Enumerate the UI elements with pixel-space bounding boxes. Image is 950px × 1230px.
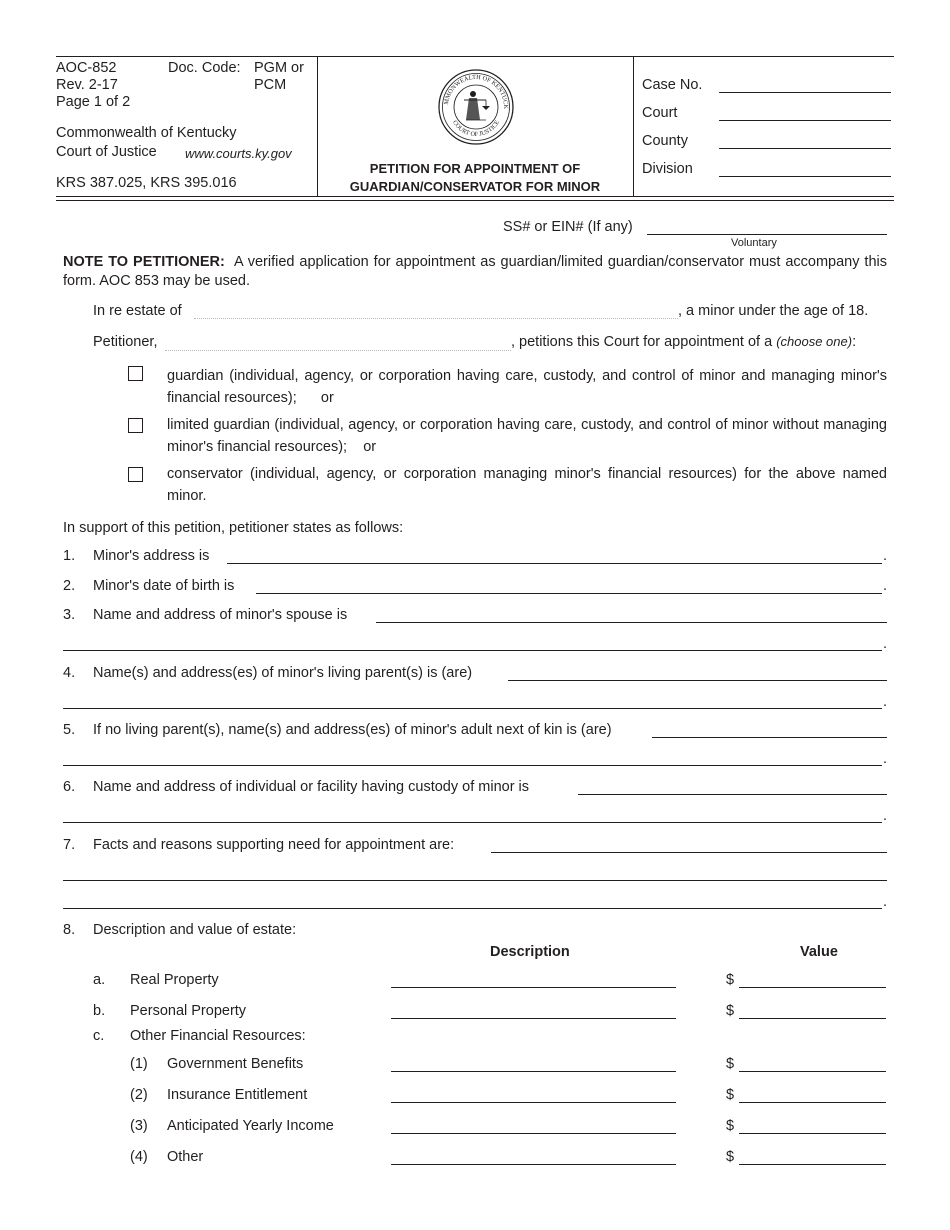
government-benefits-description-input[interactable] bbox=[391, 1055, 676, 1071]
next-of-kin-line bbox=[652, 737, 887, 738]
item-5-number: 5. bbox=[63, 722, 76, 738]
ss-ein-line bbox=[647, 234, 887, 235]
minor-spouse-line-2 bbox=[63, 650, 882, 651]
guardian-option-or: or bbox=[320, 390, 334, 406]
real-property-value-line bbox=[739, 987, 886, 988]
facts-reasons-line-2 bbox=[63, 880, 887, 881]
other-resources-value-line bbox=[739, 1164, 886, 1165]
item-5-period: . bbox=[883, 751, 888, 767]
estate-prefix: In re estate of bbox=[93, 303, 182, 319]
petitioner-suffix: , petitions this Court for appointment of a bbox=[511, 334, 773, 350]
yearly-income-description-line bbox=[391, 1133, 676, 1134]
facts-reasons-line bbox=[491, 852, 887, 853]
petitioner-name-input[interactable] bbox=[165, 333, 511, 350]
header-bottom-rule bbox=[56, 196, 894, 197]
other-resources-value-input[interactable] bbox=[739, 1148, 886, 1164]
other-resources-description-input[interactable] bbox=[391, 1148, 676, 1164]
other-resources-description-line bbox=[391, 1164, 676, 1165]
item-6-number: 6. bbox=[63, 779, 76, 795]
facts-reasons-input-3[interactable] bbox=[63, 892, 882, 908]
ss-ein-input[interactable] bbox=[647, 218, 887, 234]
item-1-number: 1. bbox=[63, 548, 76, 564]
conservator-option-text: conservator (individual, agency, or corporation managing minor's financial resources) for the above named minor. bbox=[167, 466, 887, 504]
minor-dob-input[interactable] bbox=[256, 577, 882, 593]
form-title-line-1: PETITION FOR APPOINTMENT OF bbox=[369, 161, 581, 176]
personal-property-description-line bbox=[391, 1018, 676, 1019]
living-parents-line bbox=[508, 680, 887, 681]
form-title-line-2: GUARDIAN/CONSERVATOR FOR MINOR bbox=[349, 179, 601, 194]
minor-address-input[interactable] bbox=[227, 547, 882, 563]
court-input[interactable] bbox=[719, 104, 891, 120]
support-intro: In support of this petition, petitioner states as follows: bbox=[63, 520, 404, 536]
conservator-option bbox=[167, 463, 887, 507]
next-of-kin-line-2 bbox=[63, 765, 882, 766]
sub-row-4-label: Other bbox=[167, 1149, 204, 1165]
minor-spouse-input[interactable] bbox=[376, 606, 887, 622]
custody-line-2 bbox=[63, 822, 882, 823]
seal-text-bottom: COURT OF JUSTICE bbox=[451, 119, 501, 139]
row-c-key: c. bbox=[93, 1028, 105, 1044]
note-label: NOTE TO PETITIONER: bbox=[63, 254, 225, 270]
real-property-description-input[interactable] bbox=[391, 971, 676, 987]
sub-row-4-key: (4) bbox=[130, 1149, 148, 1165]
estate-minor-name-line bbox=[194, 318, 678, 319]
personal-property-description-input[interactable] bbox=[391, 1002, 676, 1018]
county-line bbox=[719, 148, 891, 149]
facts-reasons-input-2[interactable] bbox=[63, 864, 887, 880]
sub-row-4-dollar: $ bbox=[726, 1149, 735, 1165]
next-of-kin-input[interactable] bbox=[652, 721, 887, 737]
item-1-label: Minor's address is bbox=[93, 548, 210, 564]
yearly-income-value-input[interactable] bbox=[739, 1117, 886, 1133]
yearly-income-value-line bbox=[739, 1133, 886, 1134]
item-2-period: . bbox=[883, 578, 888, 594]
item-6-label: Name and address of individual or facility having custody of minor is bbox=[93, 779, 530, 795]
court-label: Court bbox=[642, 105, 678, 121]
limited-guardian-option-or: or bbox=[363, 439, 377, 455]
item-3-number: 3. bbox=[63, 607, 76, 623]
court-seal bbox=[436, 68, 516, 146]
next-of-kin-input-2[interactable] bbox=[63, 749, 882, 765]
page-indicator: Page 1 of 2 bbox=[56, 94, 131, 110]
header-top-rule bbox=[56, 56, 894, 57]
living-parents-input[interactable] bbox=[508, 664, 887, 680]
estate-suffix: , a minor under the age of 18. bbox=[678, 303, 869, 319]
sub-row-2-dollar: $ bbox=[726, 1087, 735, 1103]
real-property-value-input[interactable] bbox=[739, 971, 886, 987]
form-number: AOC-852 bbox=[56, 60, 117, 76]
insurance-entitlement-description-line bbox=[391, 1102, 676, 1103]
value-header: Value bbox=[800, 944, 838, 960]
real-property-description-line bbox=[391, 987, 676, 988]
living-parents-line-2 bbox=[63, 708, 882, 709]
custody-line bbox=[578, 794, 887, 795]
sub-row-3-dollar: $ bbox=[726, 1118, 735, 1134]
item-6-period: . bbox=[883, 808, 888, 824]
custody-input[interactable] bbox=[578, 778, 887, 794]
statutes: KRS 387.025, KRS 395.016 bbox=[56, 175, 237, 191]
insurance-entitlement-description-input[interactable] bbox=[391, 1086, 676, 1102]
division-line bbox=[719, 176, 891, 177]
limited-guardian-option bbox=[167, 414, 887, 458]
seal-icon bbox=[436, 68, 516, 146]
sub-row-2-label: Insurance Entitlement bbox=[167, 1087, 308, 1103]
revision: Rev. 2-17 bbox=[56, 77, 118, 93]
living-parents-input-2[interactable] bbox=[63, 692, 882, 708]
item-7-label: Facts and reasons supporting need for appointment are: bbox=[93, 837, 455, 853]
item-4-period: . bbox=[883, 694, 888, 710]
doc-code-value-2: PCM bbox=[254, 77, 287, 93]
government-benefits-value-line bbox=[739, 1071, 886, 1072]
row-a-label: Real Property bbox=[130, 972, 219, 988]
petitioner-statement bbox=[511, 334, 856, 350]
item-1-period: . bbox=[883, 548, 888, 564]
division-input[interactable] bbox=[719, 160, 891, 176]
personal-property-value-line bbox=[739, 1018, 886, 1019]
minor-dob-line bbox=[256, 593, 882, 594]
court-line bbox=[719, 120, 891, 121]
row-c-label: Other Financial Resources: bbox=[130, 1028, 306, 1044]
item-4-label: Name(s) and address(es) of minor's living parent(s) is (are) bbox=[93, 665, 473, 681]
minor-address-line bbox=[227, 563, 882, 564]
petitioner-name-line bbox=[165, 350, 511, 351]
ss-ein-voluntary-note: Voluntary bbox=[731, 237, 777, 249]
seal-text-top: MMONWEALTH OF KENTUCK bbox=[443, 73, 510, 110]
header-bottom-rule-2 bbox=[56, 200, 894, 201]
website: www.courts.ky.gov bbox=[185, 146, 292, 161]
personal-property-value-input[interactable] bbox=[739, 1002, 886, 1018]
row-b-label: Personal Property bbox=[130, 1003, 247, 1019]
item-7-number: 7. bbox=[63, 837, 76, 853]
note-text: A verified application for appointment as guardian/limited guardian/conservator must accompany this form. AOC 853 may be used. bbox=[63, 254, 887, 289]
government-benefits-description-line bbox=[391, 1071, 676, 1072]
row-b-key: b. bbox=[93, 1003, 106, 1019]
item-7-period: . bbox=[883, 894, 888, 910]
county-label: County bbox=[642, 133, 688, 149]
note-to-petitioner bbox=[63, 253, 887, 291]
guardian-checkbox[interactable] bbox=[128, 366, 143, 381]
sub-row-3-label: Anticipated Yearly Income bbox=[167, 1118, 334, 1134]
conservator-checkbox[interactable] bbox=[128, 467, 143, 482]
row-a-dollar: $ bbox=[726, 972, 735, 988]
facts-reasons-line-3 bbox=[63, 908, 882, 909]
estate-minor-name-input[interactable] bbox=[194, 302, 678, 318]
sub-row-1-dollar: $ bbox=[726, 1056, 735, 1072]
item-3-label: Name and address of minor's spouse is bbox=[93, 607, 348, 623]
limited-guardian-option-text: limited guardian (individual, agency, or corporation having care, custody, and control of minor without managing minor's financial resources); bbox=[167, 417, 887, 455]
limited-guardian-checkbox[interactable] bbox=[128, 418, 143, 433]
yearly-income-description-input[interactable] bbox=[391, 1117, 676, 1133]
header-divider-right bbox=[633, 56, 634, 196]
org-line-2: Court of Justice bbox=[56, 144, 157, 160]
choose-one: (choose one) bbox=[776, 334, 853, 349]
row-a-key: a. bbox=[93, 972, 106, 988]
case-no-input[interactable] bbox=[719, 76, 891, 92]
case-no-line bbox=[719, 92, 891, 93]
org-line-1: Commonwealth of Kentucky bbox=[56, 125, 237, 141]
minor-spouse-input-2[interactable] bbox=[63, 634, 882, 650]
insurance-entitlement-value-line bbox=[739, 1102, 886, 1103]
sub-row-3-key: (3) bbox=[130, 1118, 148, 1134]
facts-reasons-input[interactable] bbox=[491, 836, 887, 852]
item-3-period: . bbox=[883, 636, 888, 652]
government-benefits-value-input[interactable] bbox=[739, 1055, 886, 1071]
custody-input-2[interactable] bbox=[63, 806, 882, 822]
guardian-option bbox=[167, 365, 887, 409]
insurance-entitlement-value-input[interactable] bbox=[739, 1086, 886, 1102]
county-input[interactable] bbox=[719, 132, 891, 148]
division-label: Division bbox=[642, 161, 693, 177]
item-2-label: Minor's date of birth is bbox=[93, 578, 235, 594]
ss-ein-label: SS# or EIN# (If any) bbox=[503, 219, 633, 235]
sub-row-2-key: (2) bbox=[130, 1087, 148, 1103]
description-header: Description bbox=[490, 944, 570, 960]
guardian-option-text: guardian (individual, agency, or corporation having care, custody, and control of minor and managing minor's financial resources); bbox=[167, 368, 887, 406]
doc-code-value-1: PGM or bbox=[254, 60, 304, 76]
item-8-number: 8. bbox=[63, 922, 76, 938]
sub-row-1-label: Government Benefits bbox=[167, 1056, 304, 1072]
minor-spouse-line bbox=[376, 622, 887, 623]
sub-row-1-key: (1) bbox=[130, 1056, 148, 1072]
item-2-number: 2. bbox=[63, 578, 76, 594]
case-no-label: Case No. bbox=[642, 77, 703, 93]
doc-code-label: Doc. Code: bbox=[168, 60, 241, 76]
petitioner-prefix: Petitioner, bbox=[93, 334, 158, 350]
row-b-dollar: $ bbox=[726, 1003, 735, 1019]
petitioner-colon: : bbox=[852, 334, 857, 350]
item-5-label: If no living parent(s), name(s) and address(es) of minor's adult next of kin is (are) bbox=[93, 722, 612, 738]
item-4-number: 4. bbox=[63, 665, 76, 681]
item-8-label: Description and value of estate: bbox=[93, 922, 297, 938]
